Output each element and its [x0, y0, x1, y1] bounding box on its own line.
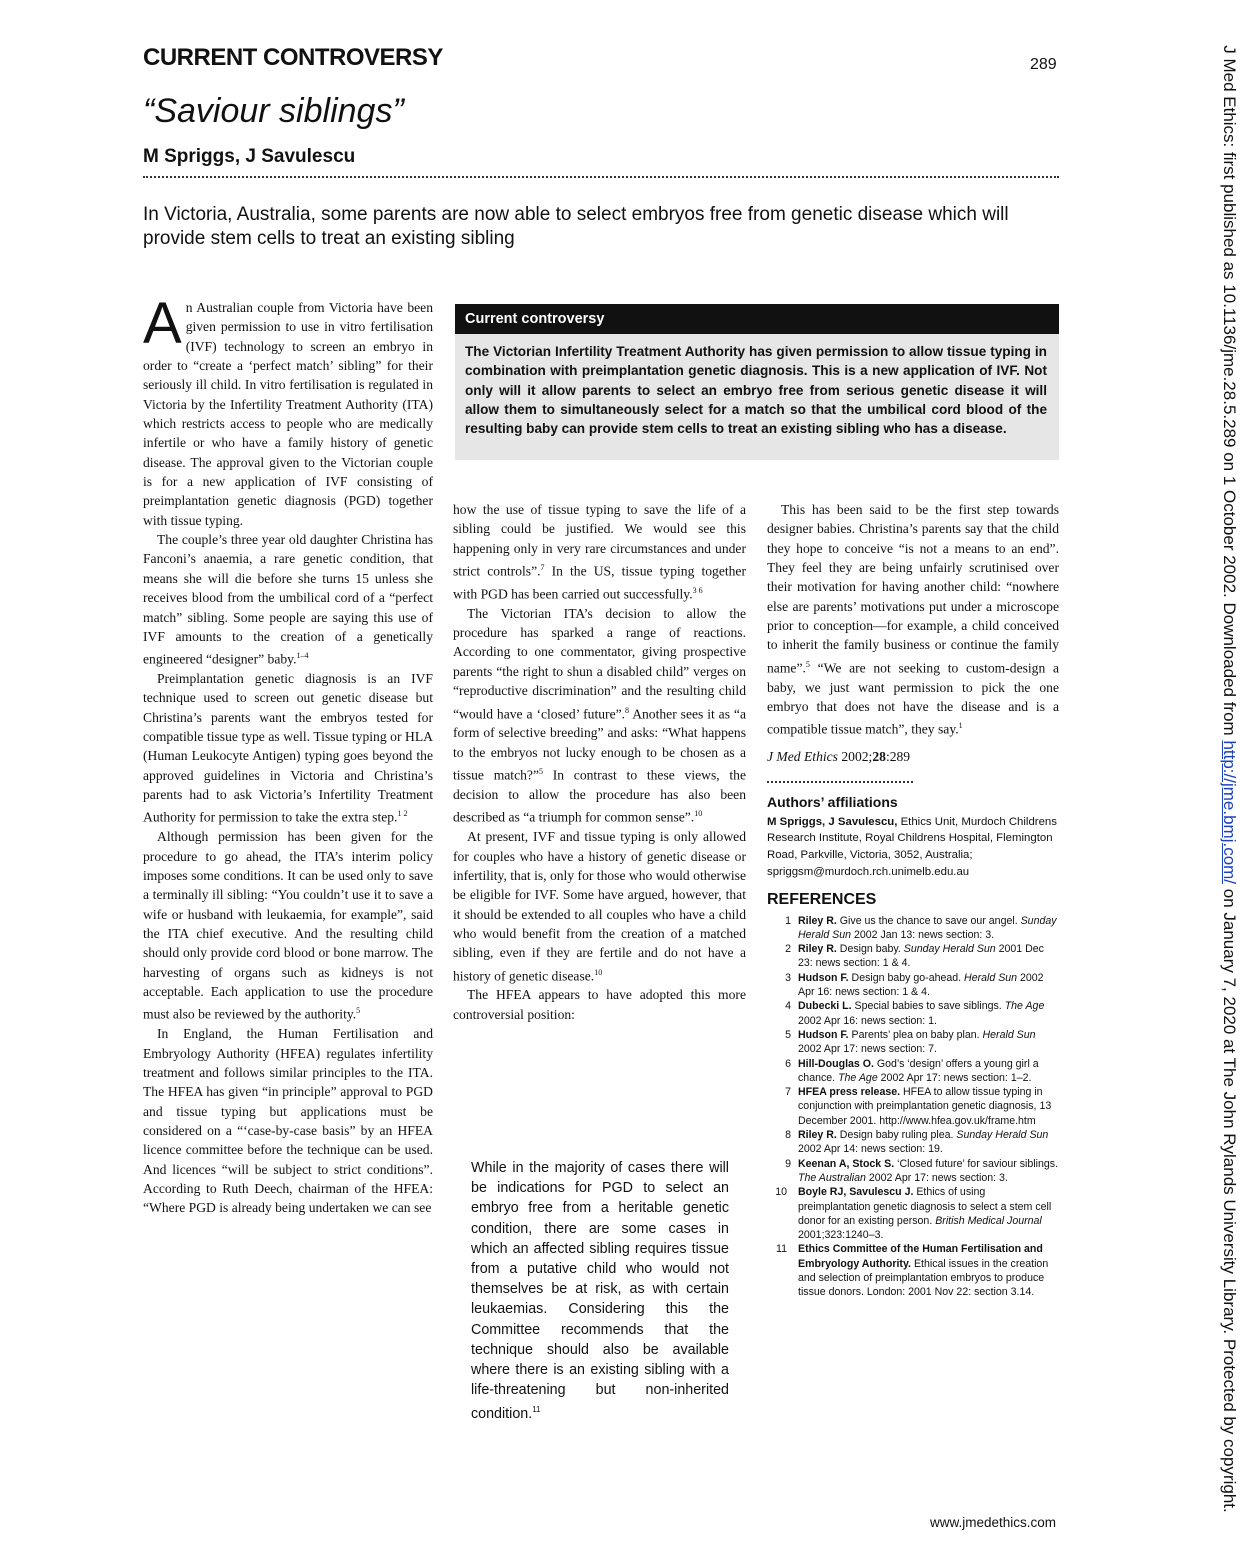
reference-text: Design baby go-ahead. — [848, 971, 965, 984]
standfirst: In Victoria, Australia, some parents are now able to select embryos free from genetic disease which will provide stem cells to treat an existing sibling — [143, 204, 1009, 249]
journal-link[interactable]: http://jme.bmj.com/ — [1220, 740, 1239, 885]
reference-number: 5 — [785, 1028, 791, 1041]
ref-marker[interactable]: 5 — [805, 659, 810, 669]
author-email[interactable]: spriggsm@murdoch.rch.unimelb.edu.au — [767, 865, 970, 878]
reference-tail: 2002 Apr 17: news section: 7. — [798, 1043, 937, 1056]
reference-text: Ethics of using preimplantation genetic diagnosis to select a stem cell donor for an existing person. — [798, 1186, 1052, 1227]
dotted-divider — [767, 781, 913, 783]
reference-tail: 2002 Apr 14: news section: 19. — [798, 1143, 943, 1156]
reference-tail: 2002 Apr 17: news section: 1–2. — [877, 1071, 1032, 1084]
reference-tail: 2002 Jan 13: news section: 3. — [851, 928, 995, 941]
ref-marker[interactable]: 8 — [625, 705, 630, 715]
references-heading: REFERENCES — [767, 891, 877, 909]
reference-text: HFEA to allow tissue typing in conjunction with preimplantation genetic diagnosis, 13 December 2001. http://www.hfea.gov.uk/frame.htm — [798, 1086, 1052, 1127]
reference-item — [767, 999, 1059, 1028]
page-number: 289 — [1030, 56, 1057, 73]
reference-item — [767, 1157, 1059, 1186]
reference-author: Riley R. — [798, 1129, 837, 1142]
reference-author: Boyle RJ, Savulescu J. — [798, 1186, 914, 1199]
reference-source: Sunday Herald Sun — [956, 1129, 1049, 1142]
paragraph-9: The HFEA appears to have adopted this more controversial position: — [453, 987, 746, 1022]
reference-item — [767, 1057, 1059, 1086]
reference-author: Riley R. — [798, 943, 837, 956]
reference-author: Keenan A, Stock S. — [798, 1157, 895, 1170]
reference-author: Dubecki L. — [798, 1000, 852, 1013]
paragraph-3: Preimplantation genetic diagnosis is an IVF technique used to screen out genetic disease but Christina’s parents want the embryos tested for compatible tissue type as well. Tissue typing or HLA (Human Leukocyte Antigen) typing goes beyond the approved guidelines in Victoria and Christina’s parents had to ask Victoria’s Infertility Treatment Authority for permission to take the extra step.$^{1 2}$ — [143, 671, 433, 825]
reference-source: Herald Sun — [964, 971, 1018, 984]
reference-author: HFEA press release. — [798, 1086, 901, 1099]
ref-marker[interactable]: 7 — [540, 563, 545, 573]
reference-source: Sunday Herald Sun — [903, 943, 996, 956]
reference-text: ‘Closed future’ for saviour siblings. — [894, 1157, 1059, 1170]
reference-tail: 2002 Apr 17: news section: 3. — [865, 1171, 1008, 1184]
box-heading: Current controversy — [455, 304, 1059, 334]
affiliations-text: M Spriggs, J Savulescu, Ethics Unit, Murdoch Childrens Research Institute, Royal Childrens Hospital, Flemington Road, Parkville, Victoria, 3052, Australia; spriggsm@murdoch.rch.unimelb.edu.au — [767, 815, 1057, 878]
ref-marker[interactable]: 1–4 — [296, 651, 309, 661]
controversy-box — [455, 304, 1059, 460]
affiliations-heading: Authors’ affiliations — [767, 793, 898, 810]
reference-item — [767, 942, 1059, 971]
journal-website[interactable]: www.jmedethics.com — [930, 1515, 1057, 1530]
paragraph-5: In England, the Human Fertilisation and Embryology Authority (HFEA) regulates infertility treatment and follows similar principles to the ITA. The HFEA has given “in principle” approval to PGD and tissue typing but applications must be considered on a “‘case-by-case basis” by an HFEA licence committee before the technique can be used. And licences “will be subject to strict conditions”. According to Ruth Deech, chairman of the HFEA: “Where PGD is already being undertaken we can see — [143, 1026, 433, 1216]
reference-text: God’s ‘design’ offers a young girl a chance. — [798, 1057, 1039, 1084]
reference-number: 7 — [785, 1086, 791, 1099]
ref-marker[interactable]: 1 — [958, 721, 963, 731]
reference-author: Hudson F. — [798, 1028, 849, 1041]
paragraph-8: At present, IVF and tissue typing is only allowed for couples who have a history of genetic disease or infertility, that is, only for those who would otherwise be eligible for IVF. Some have argued, however, that it should be extended to all couples who have a child who would benefit from the creation of a matched sibling, even if they are fertile and do not have a history of genetic disease.$^{10}$ — [453, 829, 746, 984]
reference-item — [767, 971, 1059, 1000]
drop-cap: A — [143, 291, 182, 356]
references-list — [767, 914, 1059, 1300]
ref-marker[interactable]: 3 6 — [692, 585, 703, 595]
reference-number: 2 — [785, 943, 791, 956]
reference-text: Parents’ plea on baby plan. — [848, 1028, 983, 1041]
reference-item — [767, 1242, 1059, 1299]
reference-tail: 2002 Apr 16: news section: 1. — [798, 1014, 937, 1027]
reference-item — [767, 1185, 1059, 1242]
reference-text: Design baby. — [836, 943, 904, 956]
reference-item — [767, 1028, 1059, 1057]
body-column-2 — [453, 500, 746, 1024]
reference-number: 9 — [785, 1157, 791, 1170]
reference-tail: 2001 Dec 23: news section: 1 & 4. — [798, 943, 1044, 970]
download-notice-sidebar — [1086, 44, 1240, 1514]
paragraph-6: how the use of tissue typing to save the life of a sibling could be justified. We would see this happening only in very rare circumstances and under strict controls”.$^7$ In the US, tissue typing together with PGD has been carried out successfully.$^{3 6}$ — [453, 502, 746, 602]
reference-number: 11 — [776, 1243, 787, 1256]
reference-number: 1 — [785, 914, 791, 927]
body-column-1 — [143, 291, 433, 1218]
reference-item — [767, 1128, 1059, 1157]
article-citation: J Med Ethics 2002;28:289 — [767, 749, 911, 765]
reference-source: The Australian — [798, 1171, 866, 1184]
reference-tail: 2002 Apr 16: news section: 1 & 4. — [798, 971, 1044, 999]
reference-source: British Medical Journal — [935, 1214, 1042, 1227]
download-notice: J Med Ethics: first published as 10.1136/jme.28.5.289 on 1 October 2002. Downloaded from http://jme.bmj.com/ on January 7, 2020 at The John Rylands University Library. Protected by copyright. — [1220, 45, 1239, 1513]
reference-author: Riley R. — [798, 914, 837, 927]
paragraph-2: The couple’s three year old daughter Christina has Fanconi’s anaemia, a rare genetic condition, that means she will die before she turns 15 unless she receives blood from the umbilical cord of a “perfect match” sibling. Some people are saying this use of IVF amounts to the creation of a genetically engineered “designer” baby.$^{1-4}$ — [143, 532, 433, 667]
reference-number: 10 — [775, 1186, 787, 1199]
reference-author: Hudson F. — [798, 971, 849, 984]
section-label: CURRENT CONTROVERSY — [143, 44, 443, 71]
article-authors: M Spriggs, J Savulescu — [143, 146, 356, 167]
ref-marker[interactable]: 11 — [532, 1405, 541, 1415]
reference-text: Design baby ruling plea. — [836, 1129, 957, 1142]
paragraph-4: Although permission has been given for the procedure to go ahead, the ITA’s interim policy imposes some conditions. It can be used only to save a terminally ill sibling: “You couldn’t use it to save a wife or husband with leukaemia, for example”, said the ITA chief executive. And the resulting child should only provide cord blood or bone marrow. The harvesting of organs such as kidneys is not acceptable. Each application to use the procedure must also be reviewed by the authority.$^5$ — [143, 829, 433, 1022]
reference-item — [767, 1085, 1059, 1128]
reference-text: Special babies to save siblings. — [851, 1000, 1005, 1013]
reference-source: The Age — [838, 1071, 878, 1084]
reference-number: 4 — [785, 1000, 791, 1013]
block-quote: While in the majority of cases there will be indications for PGD to select an embryo free from a heritable genetic condition, there are some cases in which an affected sibling requires tissue from a putative child who would not themselves be at risk, as with certain leukaemias. Considering this the Committee recommends that the technique should also be available where there is an existing sibling with a life-threatening but non-inherited condition.$^{11}$ — [471, 1160, 729, 1423]
reference-source: Sunday Herald Sun — [798, 914, 1057, 941]
reference-source: Herald Sun — [982, 1028, 1036, 1041]
paragraph-10: This has been said to be the first step towards designer babies. Christina’s parents say that the child they hope to conceive “is not a means to an end”. They feel they are being unfairly scrutinised over their motivation for having another child: “nowhere else are parents’ motivations put under a microscope prior to conception—for example, a child conceived to inherit the family business or continue the family name”.$^5$ “We are not seeking to custom-design a baby, we just want permission to pick the one embryo that does not have the disease and is a compatible tissue match”, they say.$^1$ — [767, 502, 1059, 737]
ref-marker[interactable]: 5 — [356, 1006, 361, 1016]
ref-marker[interactable]: 1 2 — [397, 809, 408, 819]
box-text: The Victorian Infertility Treatment Authority has given permission to allow tissue typing in combination with preimplantation genetic diagnosis. This is a new application of IVF. Not only will it allow parents to select an embryo free from serious genetic disease it will allow them to simultaneously select for a match so that the umbilical cord blood of the resulting baby can provide stem cells to treat an existing sibling who has a disease. — [465, 344, 1047, 437]
paragraph-1: An Australian couple from Victoria have been given permission to use in vitro fertilisation (IVF) technology to screen an embryo in order to “create a ‘perfect match’ sibling” for their seriously ill child. In vitro fertilisation is regulated in Victoria by the Infertility Treatment Authority (ITA) which restricts access to people who are medically infertile or who have a family history of genetic disease. The approval given to the Victorian couple is for a new application of IVF consisting of preimplantation genetic diagnosis (PGD) together with tissue typing. — [143, 291, 433, 528]
reference-author: Ethics Committee of the Human Fertilisation and Embryology Authority. — [798, 1243, 1043, 1270]
reference-item — [767, 914, 1059, 943]
article-title: “Saviour siblings” — [143, 92, 404, 130]
reference-number: 8 — [785, 1129, 791, 1142]
reference-text: Give us the chance to save our angel. — [836, 914, 1021, 927]
ref-marker[interactable]: 10 — [694, 809, 703, 819]
reference-number: 6 — [785, 1057, 791, 1070]
ref-marker[interactable]: 5 — [538, 767, 543, 777]
reference-author: Hill-Douglas O. — [798, 1057, 874, 1070]
ref-marker[interactable]: 10 — [594, 967, 603, 977]
reference-number: 3 — [785, 971, 791, 984]
body-column-3 — [767, 500, 1059, 1300]
reference-tail: 2001;323:1240–3. — [798, 1229, 884, 1242]
reference-text: Ethical issues in the creation and selection of preimplantation embryos to produce tissue donors. London: 2001 Nov 22: section 3.14. — [798, 1257, 1049, 1299]
dotted-divider — [143, 176, 1059, 178]
reference-source: The Age — [1004, 1000, 1045, 1013]
paragraph-7: The Victorian ITA’s decision to allow the procedure has sparked a range of reactions. According to one commentator, giving prospective parents “the right to shun a disabled child” verges on “reproductive discrimination” and the resulting child “would have a ‘closed’ future”.$^8$ Another sees it as “a form of selective breeding” and asks: “What happens to the embryos not lucky enough to be chosen as a tissue match?”$^5$ In contrast to these views, the decision to allow the procedure has also been described as “a triumph for common sense”.$^{10}$ — [453, 605, 746, 825]
